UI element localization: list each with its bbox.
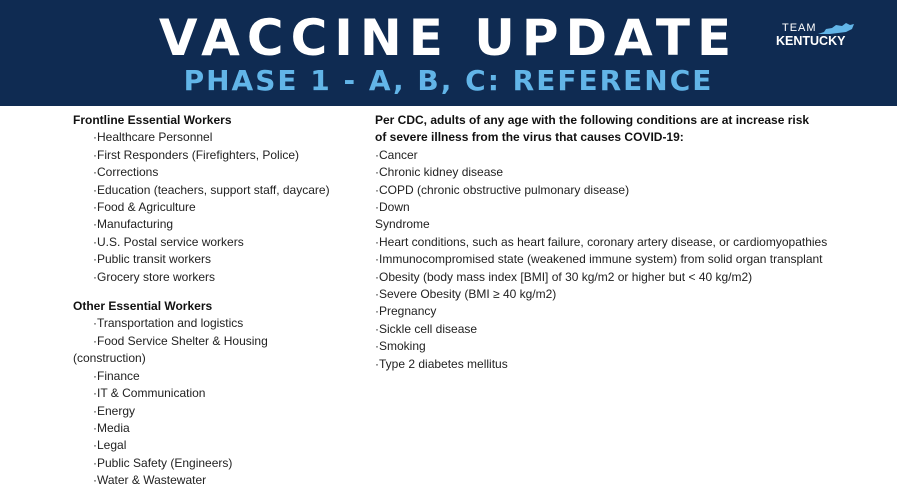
conditions-list (375, 147, 835, 373)
list-item: ·Public Safety (Engineers) (93, 455, 233, 470)
list-item: ·Grocery store workers (93, 269, 216, 284)
logo-team-text: TEAM (782, 22, 817, 34)
list-item: ·Energy (93, 403, 136, 418)
list-item: ·Chronic kidney disease (375, 165, 504, 180)
list-item: ·Manufacturing (93, 217, 174, 232)
list-item: ·IT & Communication (93, 386, 206, 401)
list-item: ·COPD (chronic obstructive pulmonary disease) (375, 182, 630, 197)
other-list (73, 315, 358, 489)
list-item: ·Transportation and logistics (93, 316, 244, 331)
list-item: ·Down (375, 200, 410, 215)
list-item: ·Pregnancy (375, 304, 437, 319)
list-item: ·Smoking (375, 339, 426, 354)
list-item: ·U.S. Postal service workers (93, 234, 244, 249)
list-item: ·Heart conditions, such as heart failure, coronary artery disease, or cardiomyopathies (375, 234, 828, 249)
other-heading: Other Essential Workers (73, 299, 213, 314)
list-item: ·Food Service Shelter & Housing (93, 333, 268, 348)
page-title: VACCINE UPDATE (158, 9, 739, 67)
list-item: ·Obesity (body mass index [BMI] of 30 kg/m2 or higher but < 40 kg/m2) (375, 269, 753, 284)
list-item: ·Legal (93, 438, 127, 453)
essential-workers-column (73, 112, 358, 490)
list-item: ·Food & Agriculture (93, 200, 196, 215)
list-item: ·Severe Obesity (BMI ≥ 40 kg/m2) (375, 287, 557, 302)
frontline-heading: Frontline Essential Workers (73, 113, 232, 127)
list-item: ·First Responders (Firefighters, Police) (93, 147, 300, 162)
header-banner (0, 0, 897, 106)
page-subtitle: PHASE 1 - A, B, C: REFERENCE (183, 64, 714, 97)
list-item: ·Public transit workers (93, 252, 212, 267)
list-item: ·Corrections (93, 165, 159, 180)
list-item: ·Type 2 diabetes mellitus (375, 356, 508, 371)
team-kentucky-logo (774, 22, 858, 52)
conditions-column (375, 112, 835, 373)
list-item: ·Sickle cell disease (375, 321, 478, 336)
list-item: ·Education (teachers, support staff, daycare) (93, 182, 330, 197)
list-item-continuation: Syndrome (375, 217, 430, 232)
cdc-intro-line-2: of severe illness from the virus that causes COVID-19: (375, 130, 684, 145)
list-item: ·Healthcare Personnel (93, 130, 213, 145)
frontline-list (73, 129, 358, 286)
list-item: ·Cancer (375, 147, 418, 162)
list-item: ·Water & Wastewater (93, 473, 207, 488)
list-item: ·Finance (93, 368, 140, 383)
list-item: ·Immunocompromised state (weakened immune system) from solid organ transplant (375, 252, 823, 267)
list-item: ·Media (93, 420, 130, 435)
logo-state-text: KENTUCKY (776, 34, 846, 48)
cdc-intro-line-1: Per CDC, adults of any age with the following conditions are at increase risk (375, 113, 810, 127)
list-item-continuation: (construction) (73, 351, 146, 366)
